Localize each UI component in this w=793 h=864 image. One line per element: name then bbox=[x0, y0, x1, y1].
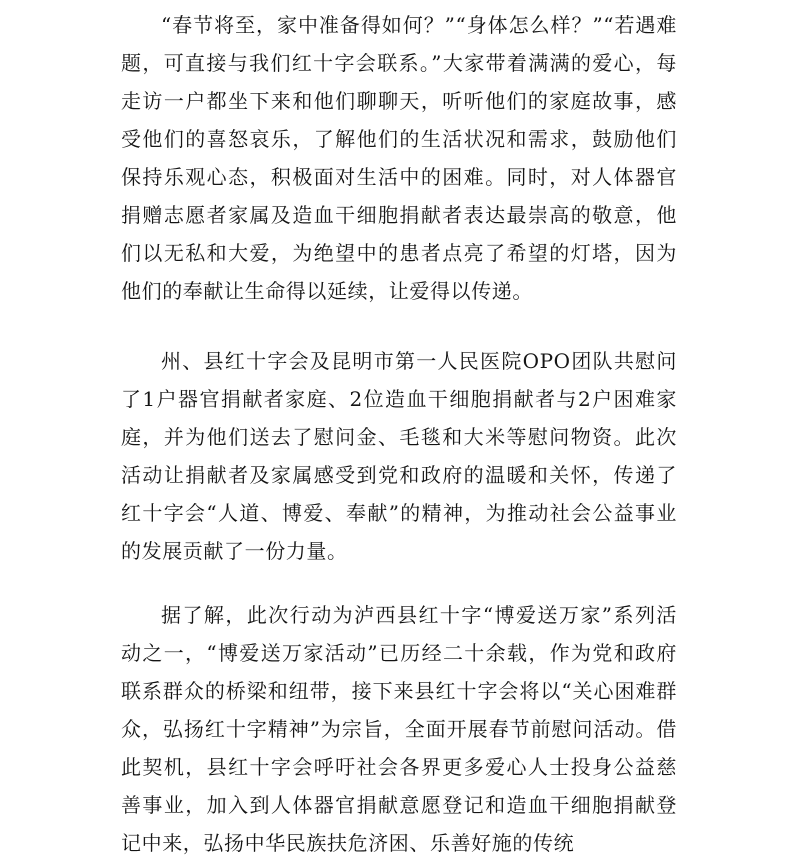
paragraph-activity-background: 据了解，此次行动为泸西县红十字“博爱送万家”系列活动之一，“博爱送万家活动”已历经二十余载，作为党和政府联系群众的桥梁和纽带，接下来县红十字会将以“关心困难群众，弘扬红十字精神”为宗旨，全面开展春节前慰问活动。借此契机，县红十字会呼吁社会各界更多爱心人士投身公益慈善事业，加入到人体器官捐献意愿登记和造血干细胞捐献登记中来，弘扬中华民族扶危济困、乐善好施的传统 bbox=[121, 603, 677, 855]
paragraph-visit-greetings: “春节将至，家中准备得如何？”“身体怎么样？”“若遇难题，可直接与我们红十字会联系。”大家带着满满的爱心，每走访一户都坐下来和他们聊聊天，听听他们的家庭故事，感受他们的喜怒哀乐，了解他们的生活状况和需求，鼓励他们保持乐观心态，积极面对生活中的困难。同时，对人体器官捐赠志愿者家属及造血干细胞捐献者表达最崇高的敬意，他们以无私和大爱，为绝望中的患者点亮了希望的灯塔，因为他们的奉献让生命得以延续，让爱得以传递。 bbox=[121, 13, 677, 303]
paragraph-condolence-summary: 州、县红十字会及昆明市第一人民医院OPO团队共慰问了1户器官捐献者家庭、2位造血干细胞捐献者与2户困难家庭，并为他们送去了慰问金、毛毯和大米等慰问物资。此次活动让捐献者及家属感受到党和政府的温暖和关怀，传递了红十字会“人道、博爱、奉献”的精神，为推动社会公益事业的发展贡献了一份力量。 bbox=[121, 349, 677, 563]
